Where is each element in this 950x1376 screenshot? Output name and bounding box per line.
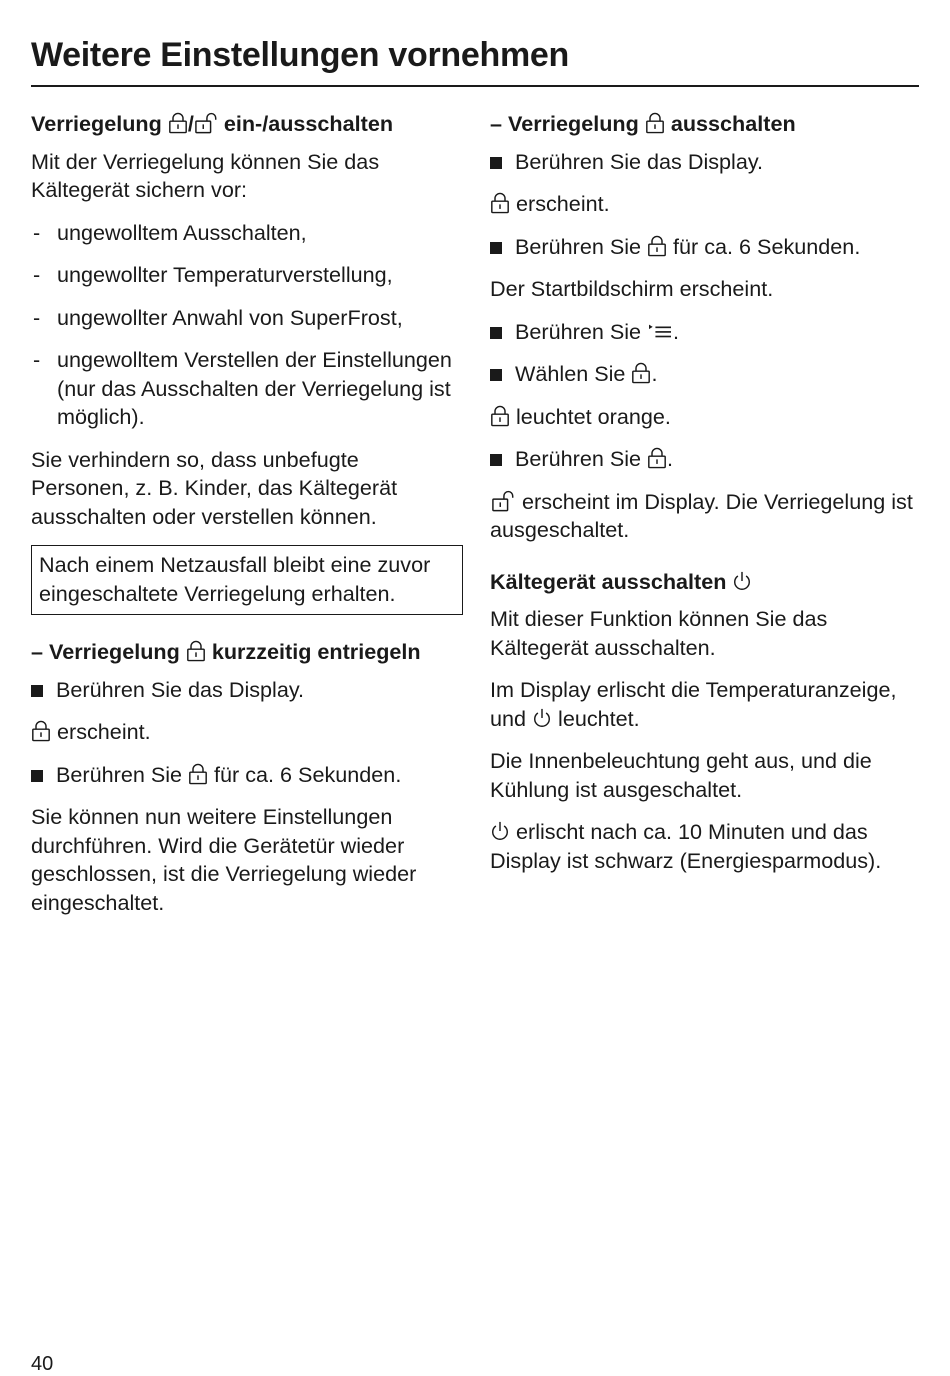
result-label: erscheint. (516, 191, 610, 216)
result-label: erscheint. (57, 719, 151, 744)
page-number: 40 (31, 1353, 54, 1375)
list-item (31, 219, 463, 248)
heading-text: Verriegelung (31, 111, 162, 136)
step-text: . (673, 318, 680, 344)
menu-icon (647, 320, 673, 342)
list-item-text: ungewollter Anwahl von SuperFrost, (57, 304, 403, 330)
power-off-intro: Mit dieser Funktion können Sie das Kältegerät ausschalten. (490, 606, 828, 660)
display-text-b: leuchtet. (558, 705, 640, 731)
step-text: Berühren Sie (515, 233, 642, 259)
result-text (490, 403, 920, 432)
lock-icon (631, 362, 651, 384)
unlock-icon (194, 112, 218, 134)
section-heading-temp-unlock (31, 638, 463, 667)
title-divider (31, 85, 919, 87)
step-text: Berühren Sie (515, 446, 642, 471)
page-title: Weitere Einstellungen vornehmen (31, 36, 569, 74)
section-heading-lock-off (490, 110, 920, 139)
step-text: Berühren Sie das Display. (515, 148, 764, 174)
instruction-step (31, 676, 463, 705)
energy-saving-label: erlischt nach ca. 10 Minuten und das Display ist schwarz (Energiesparmodus). (490, 819, 882, 873)
section-heading-power-off (490, 568, 920, 597)
list-item (31, 304, 463, 333)
lock-icon (647, 235, 667, 257)
power-icon (532, 707, 552, 729)
instruction-step (490, 233, 920, 262)
instruction-step (31, 761, 463, 790)
instruction-step (490, 148, 920, 177)
energy-saving-text (490, 818, 920, 875)
display-text-a: Im Display erlischt die Temperaturanzeige, und (490, 677, 897, 731)
step-text: Berühren Sie (515, 318, 642, 344)
result-text (490, 190, 920, 219)
dash-bullet: - (33, 304, 41, 330)
lock-icon (490, 192, 510, 214)
list-item (31, 261, 463, 290)
purpose-text: Sie verhindern so, dass unbefugte Personen, z. B. Kinder, das Kältegerät ausschalten oder verstellen können. (31, 446, 398, 529)
result-label: erscheint im Display. Die Verriegelung ist ausgeschaltet. (490, 488, 913, 542)
start-screen-text: Der Startbildschirm erscheint. (490, 276, 774, 301)
instruction-step (490, 318, 920, 347)
square-bullet-icon (490, 454, 502, 466)
unlock-icon (490, 490, 516, 512)
dash-bullet: - (33, 219, 41, 245)
heading-text: ein-/ausschalten (223, 111, 394, 136)
step-text: . (667, 446, 674, 471)
list-item-text: ungewollter Temperaturverstellung, (57, 262, 393, 287)
step-text: Berühren Sie das Display. (56, 676, 305, 702)
heading-text: kurzzeitig entriegeln (211, 639, 421, 664)
square-bullet-icon (490, 327, 502, 339)
instruction-step (490, 445, 920, 474)
left-column (31, 110, 463, 917)
heading-slash: / (187, 111, 194, 136)
lock-icon (645, 112, 665, 134)
right-column (490, 110, 920, 875)
result-text (31, 718, 463, 747)
dash-bullet: - (33, 262, 41, 287)
instruction-step (490, 360, 920, 389)
step-text: für ca. 6 Sekunden. (214, 761, 402, 787)
result-label: leuchtet orange. (516, 403, 671, 429)
section-heading-lock-toggle (31, 110, 463, 139)
note-text: Nach einem Netzausfall bleibt eine zuvor eingeschaltete Verriegelung erhalten. (39, 552, 431, 606)
step-text: Wählen Sie (515, 361, 626, 386)
heading-text: ausschalten (670, 111, 796, 136)
unlocked-text (490, 488, 920, 545)
power-icon (732, 570, 752, 592)
square-bullet-icon (490, 157, 502, 169)
intro-text: Mit der Verriegelung können Sie das Kältegerät sichern vor: (31, 148, 380, 202)
note-box (31, 545, 463, 615)
square-bullet-icon (31, 770, 43, 782)
list-item-text: ungewolltem Ausschalten, (57, 219, 307, 245)
heading-text: – Verriegelung (490, 111, 639, 136)
heading-text: Kältegerät ausschalten (490, 568, 727, 594)
lock-icon (188, 763, 208, 785)
square-bullet-icon (31, 685, 43, 697)
lock-icon (186, 640, 206, 662)
square-bullet-icon (490, 242, 502, 254)
step-text: Berühren Sie (56, 761, 183, 787)
step-text: für ca. 6 Sekunden. (673, 233, 861, 259)
display-text (490, 676, 920, 733)
square-bullet-icon (490, 369, 502, 381)
power-icon (490, 820, 510, 842)
heading-text: – Verriegelung (31, 639, 180, 664)
list-item-text: ungewolltem Verstellen der Einstellungen (nur das Ausschalten der Verriegelung ist möglich). (57, 347, 452, 429)
lock-icon (168, 112, 188, 134)
lighting-text: Die Innenbeleuchtung geht aus, und die Kühlung ist ausgeschaltet. (490, 748, 872, 802)
lock-icon (647, 447, 667, 469)
step-text: . (651, 361, 658, 386)
followup-text: Sie können nun weitere Einstellungen durchführen. Wird die Gerätetür wieder geschlossen, ist die Verriegelung wieder eingeschaltet. (31, 804, 417, 915)
list-item (31, 346, 463, 432)
dash-bullet: - (33, 347, 41, 372)
lock-icon (31, 720, 51, 742)
lock-icon (490, 405, 510, 427)
